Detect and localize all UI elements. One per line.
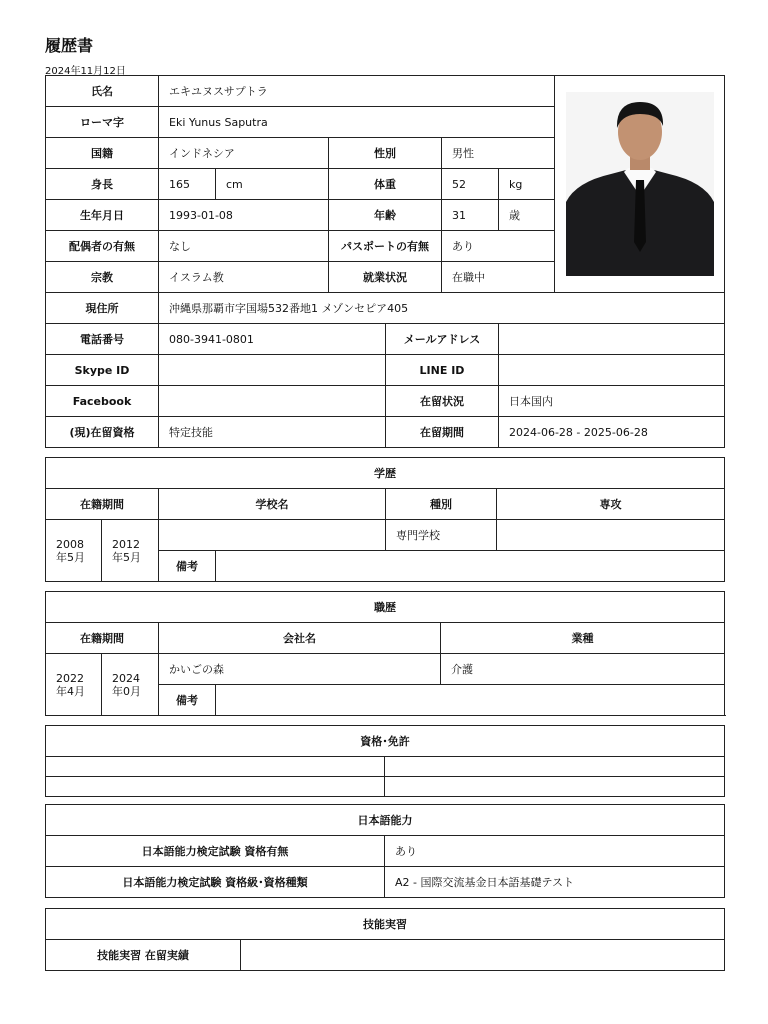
work-end — [102, 654, 159, 716]
education-table — [45, 457, 725, 582]
weight-unit: kg — [499, 169, 555, 200]
religion-label: 宗教 — [46, 262, 159, 293]
romaji-value: Eki Yunus Saputra — [159, 107, 555, 138]
work-company: かいごの森 — [159, 654, 441, 685]
training-label: 技能実習 在留実績 — [46, 940, 241, 971]
training-table — [45, 908, 725, 971]
education-col-school: 学校名 — [159, 489, 386, 520]
visa-value: 特定技能 — [159, 417, 386, 448]
education-end-month: 年5月 — [112, 550, 141, 564]
facebook-label: Facebook — [46, 386, 159, 417]
work-col-period: 在籍期間 — [46, 623, 159, 654]
line-value — [499, 355, 725, 386]
photo-cell — [555, 76, 725, 293]
residence-status-label: 在留状況 — [386, 386, 499, 417]
passport-value: あり — [442, 231, 555, 262]
height-value: 165 — [159, 169, 216, 200]
work-remarks-label: 備考 — [159, 685, 216, 716]
profile-table — [45, 75, 725, 448]
passport-label: パスポートの有無 — [329, 231, 442, 262]
work-end-year: 2024 — [112, 671, 140, 685]
birth-label: 生年月日 — [46, 200, 159, 231]
religion-value: イスラム教 — [159, 262, 329, 293]
training-value — [241, 940, 725, 971]
name-value: エキユヌスサプトラ — [159, 76, 555, 107]
applicant-photo — [566, 92, 714, 276]
spouse-value: なし — [159, 231, 329, 262]
work-remarks — [216, 685, 725, 716]
romaji-label: ローマ字 — [46, 107, 159, 138]
birth-value: 1993-01-08 — [159, 200, 329, 231]
japanese-table — [45, 804, 725, 898]
facebook-value — [159, 386, 386, 417]
residence-status-value: 日本国内 — [499, 386, 725, 417]
japanese-title: 日本語能力 — [46, 805, 725, 836]
license-cell — [385, 777, 725, 797]
licenses-title: 資格･免許 — [46, 726, 725, 757]
work-col-industry: 業種 — [441, 623, 725, 654]
age-value: 31 — [442, 200, 499, 231]
education-major — [497, 520, 725, 551]
jlpt-label: 日本語能力検定試験 資格有無 — [46, 836, 385, 867]
page-title: 履歴書 — [45, 36, 94, 55]
education-end — [102, 520, 159, 582]
work-start-month: 年4月 — [56, 684, 85, 698]
education-start-year: 2008 — [56, 537, 84, 551]
skype-value — [159, 355, 386, 386]
education-remarks-label: 備考 — [159, 551, 216, 582]
work-title: 職歴 — [46, 592, 725, 623]
employment-value: 在職中 — [442, 262, 555, 293]
nationality-value: インドネシア — [159, 138, 329, 169]
education-school — [159, 520, 386, 551]
license-cell — [46, 777, 385, 797]
licenses-table — [45, 725, 725, 797]
nationality-label: 国籍 — [46, 138, 159, 169]
email-label: メールアドレス — [386, 324, 499, 355]
gender-value: 男性 — [442, 138, 555, 169]
jlpt-value: あり — [385, 836, 725, 867]
address-label: 現住所 — [46, 293, 159, 324]
age-unit: 歳 — [499, 200, 555, 231]
training-title: 技能実習 — [46, 909, 725, 940]
education-col-major: 専攻 — [497, 489, 725, 520]
email-value — [499, 324, 725, 355]
license-cell — [385, 757, 725, 777]
age-label: 年齢 — [329, 200, 442, 231]
visa-label: (現)在留資格 — [46, 417, 159, 448]
address-value: 沖縄県那覇市字国場532番地1 メゾンセピア405 — [159, 293, 725, 324]
height-label: 身長 — [46, 169, 159, 200]
document-date: 2024年11月12日 — [45, 66, 126, 77]
line-label: LINE ID — [386, 355, 499, 386]
education-type: 専門学校 — [386, 520, 497, 551]
work-start — [46, 654, 102, 716]
height-unit: cm — [216, 169, 329, 200]
work-industry: 介護 — [441, 654, 725, 685]
spouse-label: 配偶者の有無 — [46, 231, 159, 262]
education-col-period: 在籍期間 — [46, 489, 159, 520]
jlpt-level-value: A2 - 国際交流基金日本語基礎テスト — [385, 867, 725, 898]
work-table — [45, 591, 725, 716]
gender-label: 性別 — [329, 138, 442, 169]
education-title: 学歴 — [46, 458, 725, 489]
name-label: 氏名 — [46, 76, 159, 107]
education-remarks — [216, 551, 725, 582]
education-start-month: 年5月 — [56, 550, 85, 564]
license-cell — [46, 757, 385, 777]
weight-value: 52 — [442, 169, 499, 200]
work-end-month: 年0月 — [112, 684, 141, 698]
stay-period-value: 2024-06-28 - 2025-06-28 — [499, 417, 725, 448]
work-col-company: 会社名 — [159, 623, 441, 654]
employment-label: 就業状況 — [329, 262, 442, 293]
phone-value: 080-3941-0801 — [159, 324, 386, 355]
education-col-type: 種別 — [386, 489, 497, 520]
stay-period-label: 在留期間 — [386, 417, 499, 448]
education-start — [46, 520, 102, 582]
education-end-year: 2012 — [112, 537, 140, 551]
work-start-year: 2022 — [56, 671, 84, 685]
jlpt-level-label: 日本語能力検定試験 資格級･資格種類 — [46, 867, 385, 898]
weight-label: 体重 — [329, 169, 442, 200]
skype-label: Skype ID — [46, 355, 159, 386]
phone-label: 電話番号 — [46, 324, 159, 355]
